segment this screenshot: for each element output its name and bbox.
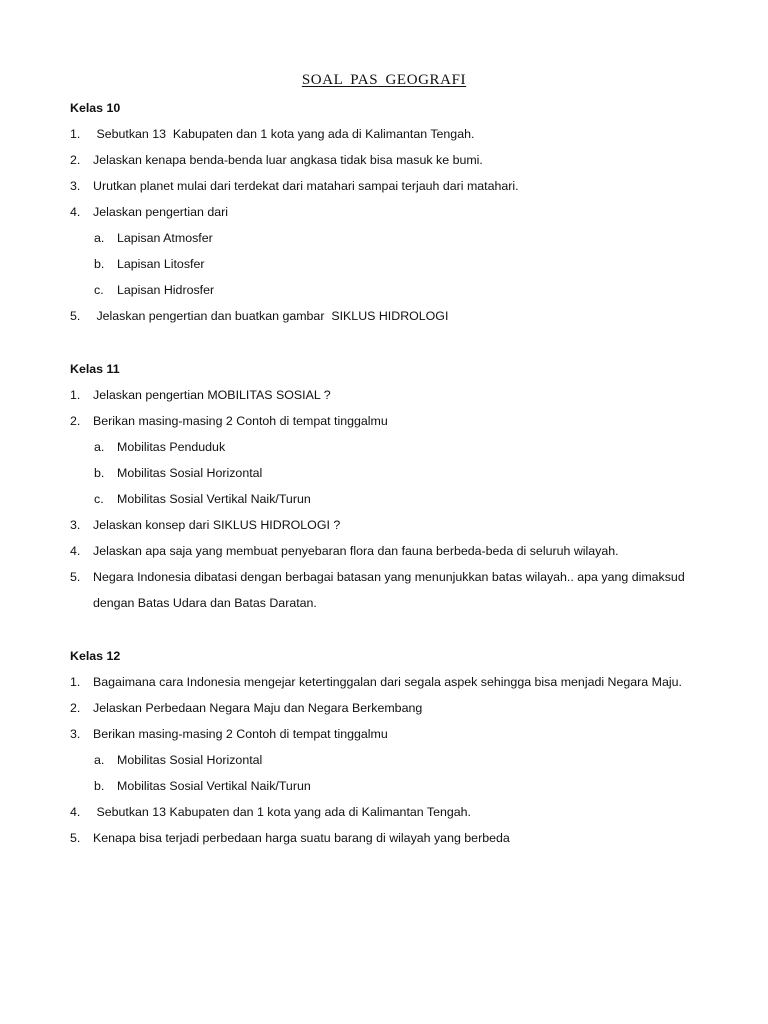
question-text: Kenapa bisa terjadi perbedaan harga suatu barang di wilayah yang berbeda	[93, 831, 510, 845]
question-item	[70, 303, 710, 329]
question-number: 2.	[70, 414, 81, 428]
section-kelas-11	[70, 356, 710, 616]
question-text: Sebutkan 13 Kabupaten dan 1 kota yang ada di Kalimantan Tengah.	[93, 805, 471, 819]
question-text: Jelaskan konsep dari SIKLUS HIDROLOGI ?	[93, 518, 341, 532]
question-number: 3.	[70, 518, 81, 532]
question-number: 4.	[70, 205, 81, 219]
question-number: 1.	[70, 127, 81, 141]
sub-question-text: Mobilitas Sosial Horizontal	[117, 466, 263, 480]
question-number: 2.	[70, 701, 81, 715]
sub-question-text: Mobilitas Sosial Horizontal	[117, 753, 263, 767]
sub-question-letter: c.	[94, 283, 104, 297]
sub-question-text: Lapisan Hidrosfer	[117, 283, 215, 297]
question-text: Sebutkan 13 Kabupaten dan 1 kota yang ada di Kalimantan Tengah.	[93, 127, 475, 141]
question-item	[70, 799, 710, 825]
sub-question-item	[70, 251, 710, 277]
sub-question-item	[70, 773, 710, 799]
section-kelas-10	[70, 95, 710, 329]
sub-question-text: Mobilitas Sosial Vertikal Naik/Turun	[117, 492, 311, 506]
question-number: 4.	[70, 544, 81, 558]
question-number: 4.	[70, 805, 81, 819]
sub-question-letter: b.	[94, 257, 105, 271]
question-item	[70, 121, 710, 147]
question-number: 1.	[70, 675, 81, 689]
question-text: Jelaskan kenapa benda-benda luar angkasa tidak bisa masuk ke bumi.	[93, 153, 483, 167]
sub-question-text: Lapisan Atmosfer	[117, 231, 213, 245]
question-item	[70, 147, 710, 173]
question-item	[70, 564, 710, 590]
question-item	[70, 538, 710, 564]
section-heading: Kelas 12	[70, 649, 121, 663]
section-heading: Kelas 11	[70, 362, 120, 376]
sub-question-item	[70, 225, 710, 251]
question-text: Jelaskan pengertian dan buatkan gambar SIKLUS HIDROLOGI	[93, 309, 449, 323]
section-kelas-12	[70, 643, 710, 851]
sub-question-letter: b.	[94, 779, 105, 793]
sub-question-text: Mobilitas Penduduk	[117, 440, 226, 454]
question-text: Jelaskan pengertian dari	[93, 205, 229, 219]
question-text: Berikan masing-masing 2 Contoh di tempat tinggalmu	[93, 727, 388, 741]
document-title: SOAL PAS GEOGRAFI	[301, 72, 467, 88]
question-text: Jelaskan Perbedaan Negara Maju dan Negara Berkembang	[93, 701, 423, 715]
question-item	[70, 669, 710, 695]
sub-question-letter: b.	[94, 466, 105, 480]
question-item	[70, 173, 710, 199]
question-item	[70, 199, 710, 225]
question-number: 5.	[70, 570, 81, 584]
question-continuation	[70, 590, 710, 616]
question-item	[70, 721, 710, 747]
sub-question-letter: a.	[94, 753, 105, 767]
sub-question-letter: a.	[94, 440, 105, 454]
sub-question-item	[70, 460, 710, 486]
sub-question-item	[70, 277, 710, 303]
question-item	[70, 512, 710, 538]
section-heading: Kelas 10	[70, 101, 121, 115]
question-text: Jelaskan apa saja yang membuat penyebaran flora dan fauna berbeda-beda di seluruh wilayah.	[93, 544, 619, 558]
question-number: 3.	[70, 179, 81, 193]
question-item	[70, 695, 710, 721]
question-item	[70, 382, 710, 408]
question-text: Urutkan planet mulai dari terdekat dari matahari sampai terjauh dari matahari.	[93, 179, 519, 193]
sub-question-letter: c.	[94, 492, 104, 506]
question-text: Jelaskan pengertian MOBILITAS SOSIAL ?	[93, 388, 331, 402]
question-text: Negara Indonesia dibatasi dengan berbagai batasan yang menunjukkan batas wilayah.. apa yang dimaksud	[93, 570, 685, 584]
sub-question-item	[70, 747, 710, 773]
sub-question-text: Lapisan Litosfer	[117, 257, 205, 271]
question-item	[70, 825, 710, 851]
sub-question-letter: a.	[94, 231, 105, 245]
question-number: 2.	[70, 153, 81, 167]
question-number: 5.	[70, 309, 81, 323]
question-number: 3.	[70, 727, 81, 741]
question-item	[70, 408, 710, 434]
question-text: dengan Batas Udara dan Batas Daratan.	[93, 596, 317, 610]
sub-question-item	[70, 486, 710, 512]
question-number: 5.	[70, 831, 81, 845]
question-text: Berikan masing-masing 2 Contoh di tempat tinggalmu	[93, 414, 388, 428]
question-text: Bagaimana cara Indonesia mengejar ketertinggalan dari segala aspek sehingga bisa menjadi Negara Maju.	[93, 675, 682, 689]
sub-question-item	[70, 434, 710, 460]
sub-question-text: Mobilitas Sosial Vertikal Naik/Turun	[117, 779, 311, 793]
question-number: 1.	[70, 388, 81, 402]
